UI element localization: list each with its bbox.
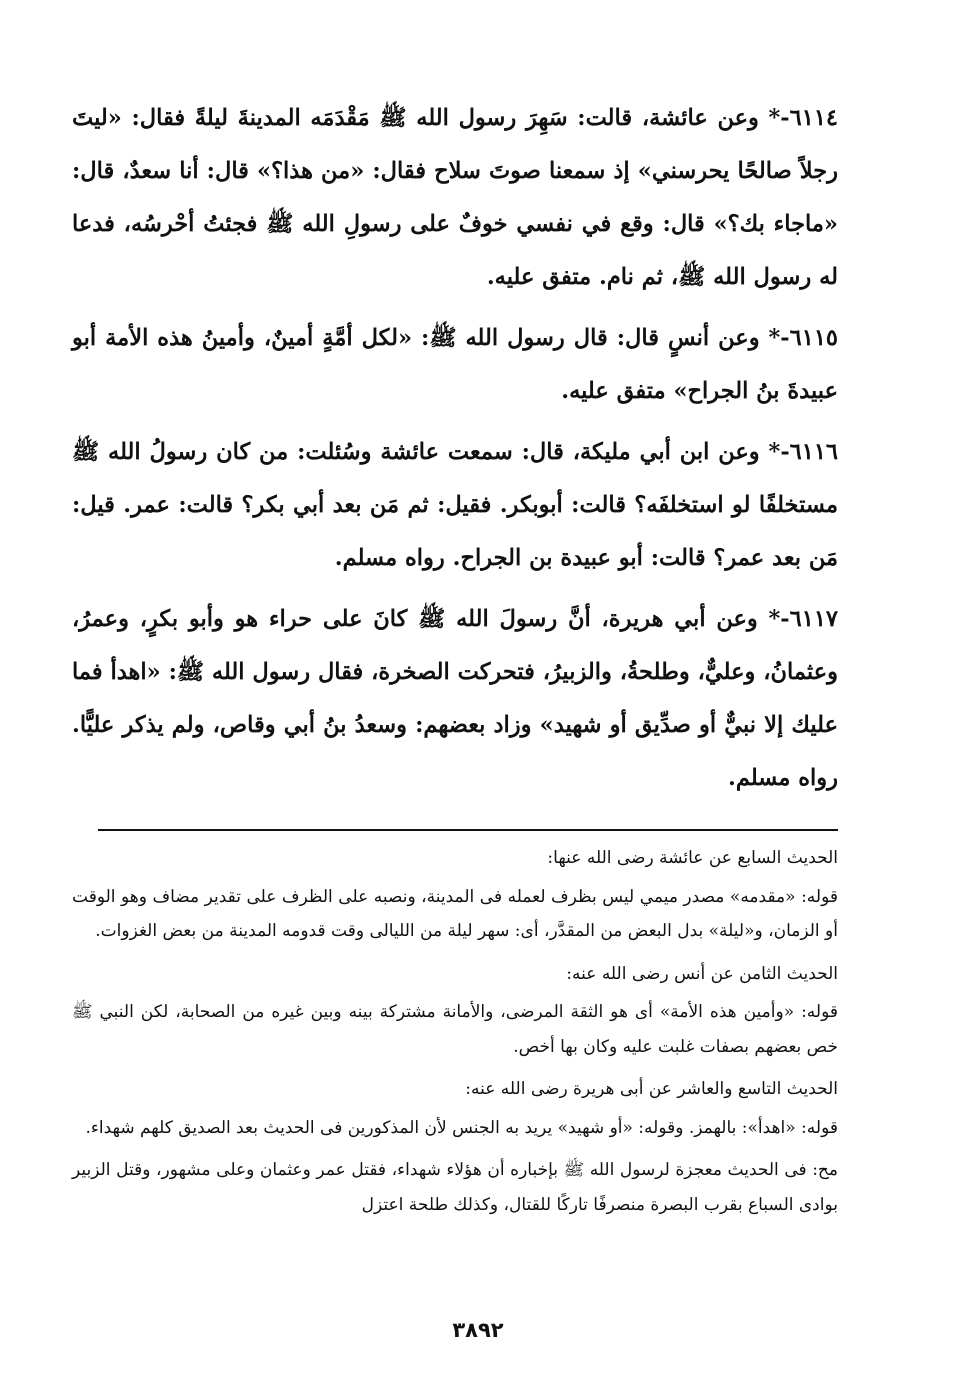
commentary-note-9-10: قوله: «اهدأ»: بالهمز. وقوله: «أو شهيد» يريد به الجنس لأن المذكورين فى الحديث بعد الصديق كلهم شهداء.: [85, 1117, 838, 1138]
hadith-6117: ٦١١٧-* وعن أبي هريرة، أنَّ رسولَ الله ﷺ كانَ على حراء هو وأبو بكرٍ، وعمرُ، وعثمانُ، وعليٌّ، وطلحةُ، والزبيرُ، فتحركت الصخرة، فقال رسول الله ﷺ: «اهدأ فما عليك إلا نبيٌّ أو صدِّيق أو شهيد» وزاد بعضهم: وسعدُ بنُ أبي وقاص، ولم يذكر عليًّا. رواه مسلم.: [72, 606, 838, 791]
commentary-note-8: قوله: «وأمين هذه الأمة» أى هو الثقة المرضى، والأمانة مشتركة بينه وبين غيره من الصحابة، لكن النبي ﷺ خص بعضهم بصفات غلبت عليه وكان بها أخص.: [72, 1002, 838, 1057]
commentary-note-mh: مح: فى الحديث معجزة لرسول الله ﷺ بإخباره أن هؤلاء شهداء، فقتل عمر وعثمان وعلى مشهور، وقتل الزبير بوادى السباع بقرب البصرة منصرفًا تاركًا للقتال، وكذلك طلحة اعتزل: [72, 1160, 838, 1215]
page-content: [72, 92, 838, 1230]
footnote-divider: [98, 829, 838, 831]
hadith-6116: ٦١١٦-* وعن ابن أبي مليكة، قال: سمعت عائشة وسُئلت: من كان رسولُ الله ﷺ مستخلفًا لو استخلفَه؟ قالت: أبوبكر. فقيل: ثم مَن بعد أبي بكر؟ قالت: عمر. قيل: مَن بعد عمر؟ قالت: أبو عبيدة بن الجراح. رواه مسلم.: [72, 439, 838, 571]
commentary-section: [72, 841, 838, 1222]
commentary-heading-7: الحديث السابع عن عائشة رضى الله عنها:: [547, 848, 838, 868]
hadith-6114: ٦١١٤-* وعن عائشة، قالت: سَهِرَ رسول الله ﷺ مَقْدَمَه المدينةَ ليلةً فقال: «ليتَ رجلاً صالحًا يحرسني» إذ سمعنا صوتَ سلاح فقال: «من هذا؟» قال: أنا سعدٌ، قال: «ماجاء بك؟» قال: وقع في نفسي خوفٌ على رسولِ الله ﷺ فجئتُ أحْرسُه، فدعا له رسول الله ﷺ، ثم نام. متفق عليه.: [72, 105, 838, 290]
commentary-note-7: قوله: «مقدمه» مصدر ميمي ليس بظرف لعمله فى المدينة، ونصبه على الظرف على تقدير مضاف وهو الوقت أو الزمان، و«ليلة» بدل البعض من المقدَّر، أى: سهر ليلة من الليالى وقت قدومه المدينة من بعض الغزوات.: [72, 886, 838, 941]
page-number: ٣٨٩٢: [452, 1318, 504, 1342]
commentary-heading-8: الحديث الثامن عن أنس رضى الله عنه:: [566, 963, 838, 984]
hadith-6115: ٦١١٥-* وعن أنسٍ قال: قال رسول الله ﷺ: «لكل أمَّةٍ أمينٌ، وأمينُ هذه الأمة أبو عبيدةَ بنُ الجراح» متفق عليه.: [72, 325, 838, 404]
hadith-section: [72, 92, 838, 805]
commentary-heading-9-10: الحديث التاسع والعاشر عن أبى هريرة رضى الله عنه:: [465, 1079, 838, 1099]
